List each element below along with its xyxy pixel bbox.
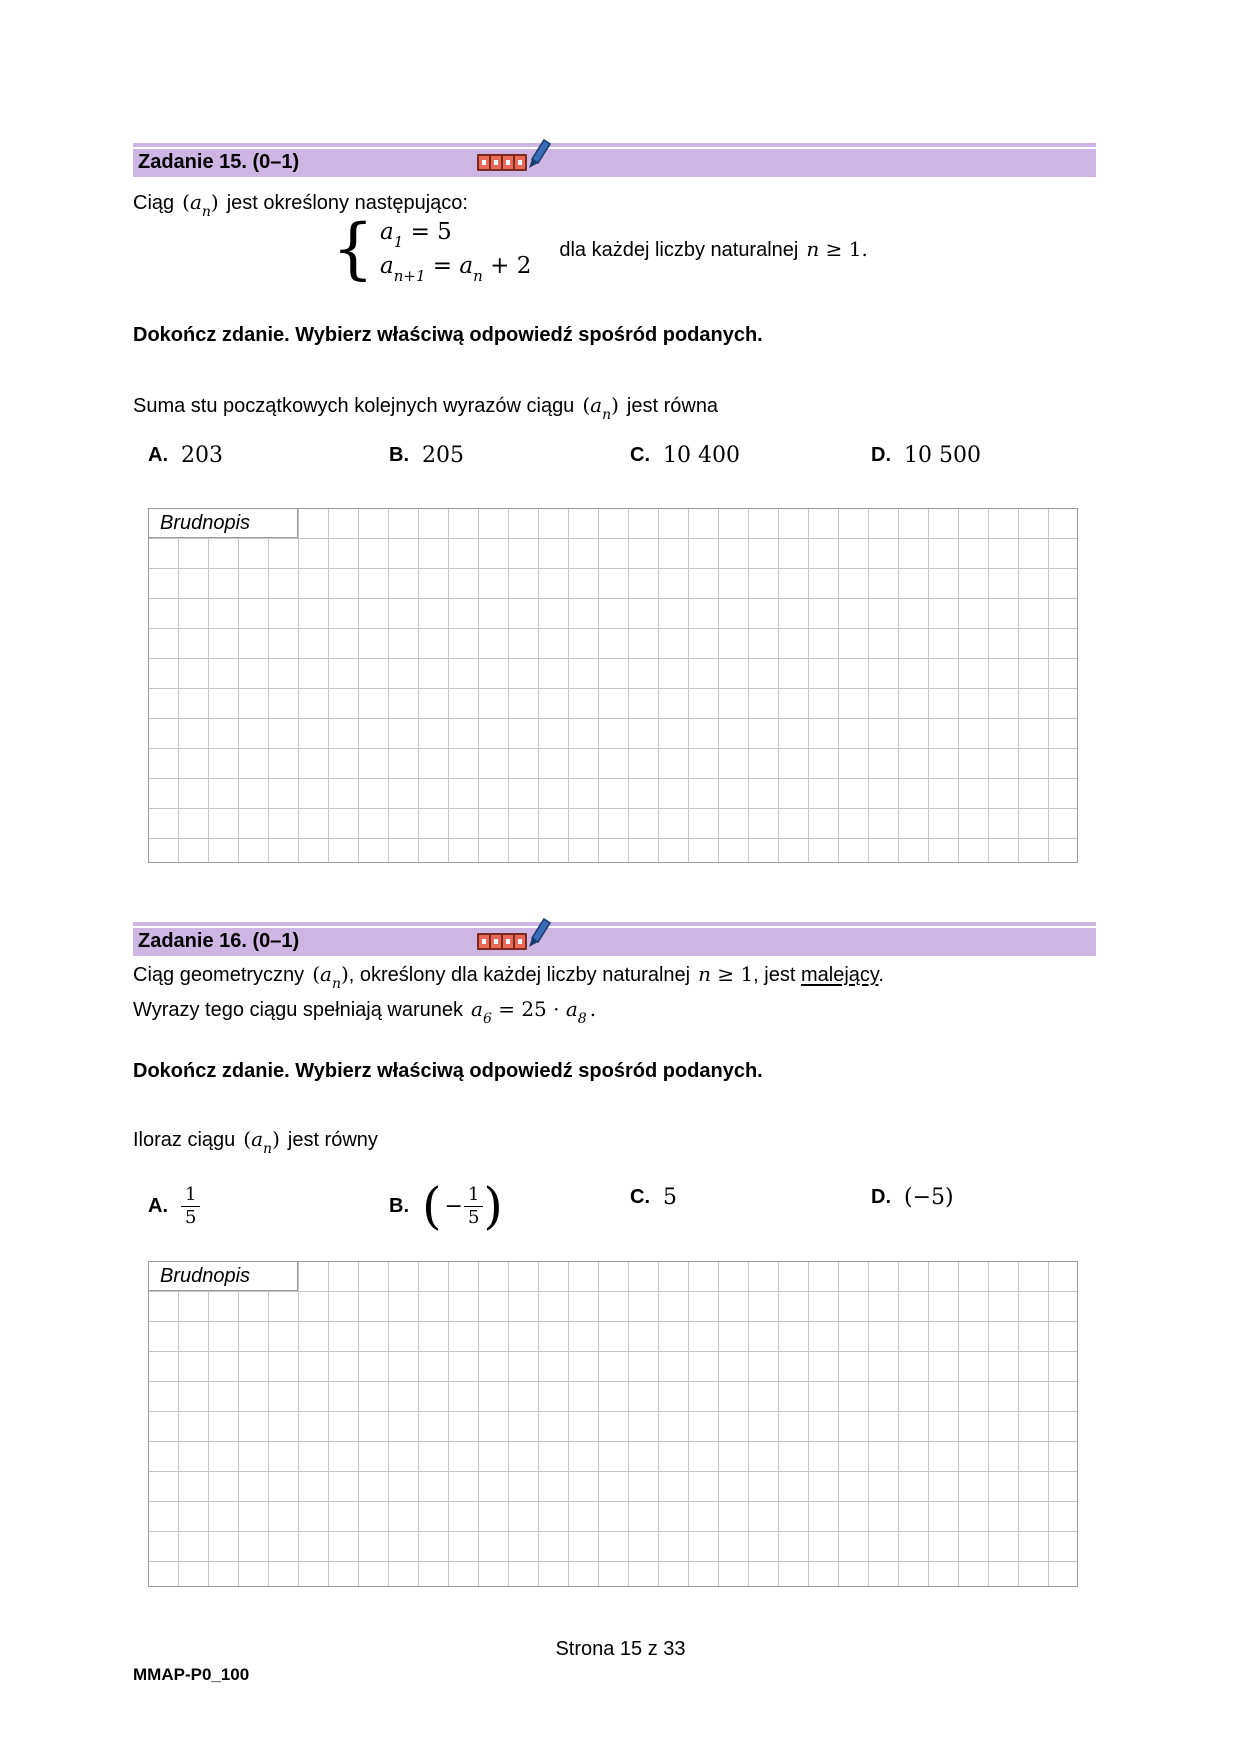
option-b: B. ( − $\frac{1}{5}$ ) (389, 1176, 503, 1235)
text: Suma stu początkowych kolejnych wyrazów ciągu (133, 395, 575, 417)
sequence-symbol (243, 1127, 280, 1157)
pen-icon (521, 916, 553, 950)
text: Ciąg geometryczny (133, 964, 305, 986)
var-a: a (590, 393, 603, 417)
option-a (148, 443, 223, 468)
sequence-symbol (312, 962, 349, 992)
task15-question (133, 392, 719, 423)
text: Ciąg (133, 192, 175, 214)
period: . (589, 997, 597, 1021)
fraction-1-5 (181, 1185, 200, 1228)
variant-block (479, 156, 489, 169)
var-a: a (459, 253, 474, 279)
sequence-symbol (182, 190, 219, 220)
sub-n: n (263, 1141, 273, 1157)
paren-close: ) (611, 393, 619, 417)
var-a: a (380, 219, 394, 245)
task15-header-bar (133, 143, 1096, 177)
task16-header-bar (133, 922, 1096, 956)
numerator: 1 (464, 1185, 483, 1207)
scratchpad-label: Brudnopis (149, 1262, 298, 1291)
equation-a1 (380, 215, 531, 249)
text: jest równa (626, 395, 719, 417)
task16-icons (477, 934, 553, 950)
var-a: a (565, 997, 578, 1021)
task16-options-row (0, 1175, 1241, 1245)
option-value: 205 (422, 443, 464, 468)
option-b (389, 443, 464, 468)
option-d (871, 1185, 954, 1210)
sub-8: 8 (577, 1011, 587, 1027)
task15-icons (477, 155, 553, 171)
equals-25-times: = 25 · (491, 997, 566, 1021)
sequence-symbol (582, 393, 619, 423)
task15-sequence-definition: { $a_1 = 5$ $a_{n+1} = a_n + 2$ dla każdej liczby naturalnej n ≥ 1. (332, 210, 868, 287)
task16-condition (133, 996, 597, 1027)
underlined-word: malejący (800, 964, 879, 986)
sub-n: n (602, 407, 612, 423)
task15-options-row (0, 443, 1241, 477)
option-label: B. (389, 1195, 409, 1217)
text: jest określony następująco: (226, 192, 468, 214)
relation-formula (471, 997, 597, 1027)
option-value: 203 (181, 443, 223, 468)
plus-2: + 2 (482, 253, 532, 279)
variant-block (479, 935, 489, 948)
sub-n: n (331, 976, 341, 992)
sub-6: 6 (482, 1011, 492, 1027)
scratchpad-grid-task15 (148, 508, 1078, 863)
task15-intro (133, 189, 468, 220)
denominator: 5 (185, 1207, 197, 1228)
option-label: C. (630, 1186, 650, 1208)
var-a: a (471, 997, 483, 1021)
minus-sign: − (444, 1194, 463, 1219)
option-value: 10 500 (904, 443, 981, 468)
exam-variant-blocks-icon (477, 933, 527, 950)
task16-title: Zadanie 16. (0–1) (138, 930, 300, 952)
option-label: A. (148, 444, 168, 466)
text: , określony dla każdej liczby naturalnej (348, 964, 691, 986)
paren-open: ( (582, 393, 591, 417)
option-a (148, 1185, 200, 1228)
task15-instruction: Dokończ zdanie. Wybierz właściwą odpowiedź spośród podanych. (133, 324, 763, 346)
option-d (871, 443, 981, 468)
text: Wyrazy tego ciągu spełniają warunek (133, 999, 463, 1021)
variant-block (491, 156, 501, 169)
scratchpad-label: Brudnopis (149, 509, 298, 538)
task16-intro (133, 961, 884, 992)
option-value: 10 400 (663, 443, 740, 468)
numerator: 1 (181, 1185, 200, 1207)
condition-text (559, 237, 867, 262)
text: . (878, 964, 884, 986)
variant-block (503, 156, 513, 169)
variant-block (503, 935, 513, 948)
geq-1: ≥ 1 (710, 962, 754, 986)
equation-recursive (380, 249, 531, 283)
option-label: C. (630, 444, 650, 466)
var-a: a (251, 1127, 264, 1151)
sub-n: n (201, 204, 211, 220)
option-label: A. (148, 1195, 168, 1217)
option-label: B. (389, 444, 409, 466)
text: , jest (753, 964, 801, 986)
variant-block (491, 935, 501, 948)
paren-open: ( (243, 1127, 252, 1151)
var-n: n (806, 236, 820, 261)
var-a: a (320, 962, 332, 986)
task16-question (133, 1126, 378, 1157)
sub-n: n (473, 266, 483, 285)
option-value: 5 (663, 1185, 677, 1210)
pen-icon (521, 137, 553, 171)
var-a: a (189, 190, 202, 214)
exam-variant-blocks-icon (477, 154, 527, 171)
fraction-1-5 (464, 1185, 483, 1228)
equation-system (380, 215, 531, 283)
text: Iloraz ciągu (133, 1129, 236, 1151)
option-c (630, 443, 740, 468)
paren-open: ( (312, 962, 320, 986)
option-value: (−5) (904, 1185, 954, 1210)
paren-close: ) (340, 962, 349, 986)
var-a: a (380, 253, 394, 279)
page-number: Strona 15 z 33 (555, 1638, 686, 1660)
option-label: D. (871, 1186, 891, 1208)
equals-5: = 5 (403, 219, 452, 245)
text: jest równy (287, 1129, 378, 1151)
denominator: 5 (467, 1207, 480, 1228)
var-n: n (698, 962, 711, 986)
form-code: MMAP-P0_100 (133, 1665, 250, 1684)
paren-open: ( (182, 190, 190, 214)
sub-1: 1 (393, 232, 404, 251)
paren-close: ) (210, 190, 219, 214)
text: dla każdej liczby naturalnej (559, 238, 799, 261)
paren-close: ) (272, 1127, 280, 1151)
equals: = (425, 253, 460, 279)
task15-title: Zadanie 15. (0–1) (138, 151, 300, 173)
sub-n-plus-1: n+1 (393, 266, 426, 285)
geq-1: ≥ 1. (819, 236, 868, 261)
option-c (630, 1185, 677, 1210)
option-label: D. (871, 444, 891, 466)
task16-instruction: Dokończ zdanie. Wybierz właściwą odpowiedź spośród podanych. (133, 1060, 763, 1082)
scratchpad-grid-task16 (148, 1261, 1078, 1587)
